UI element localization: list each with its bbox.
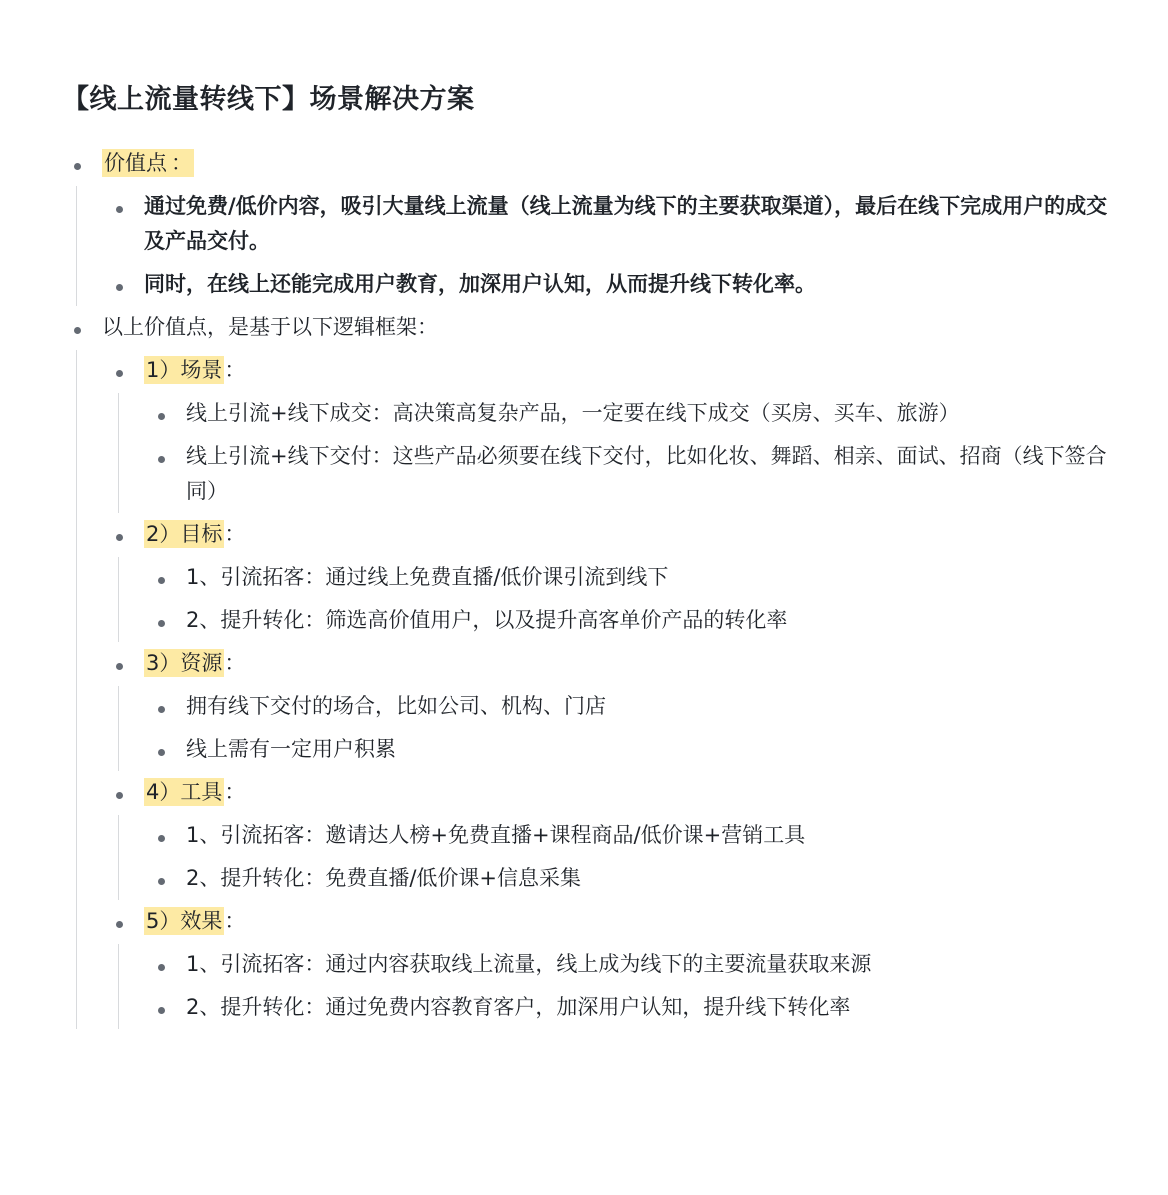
- list-item-scene: [70, 349, 1120, 513]
- bullet-dot: [74, 327, 81, 334]
- document: [62, 78, 1120, 1029]
- label-suffix: ：: [224, 909, 246, 933]
- list-item: [70, 814, 1120, 857]
- bullet-dot: [116, 663, 123, 670]
- list-item-resources: [70, 642, 1120, 771]
- list-item-goal: [70, 513, 1120, 642]
- list-item: [70, 263, 1120, 306]
- label-suffix: ：: [224, 522, 246, 546]
- list-item-value-points: [70, 142, 1120, 306]
- list-item: [70, 599, 1120, 642]
- bullet-dot: [158, 620, 165, 627]
- list-item: [70, 857, 1120, 900]
- label-suffix: ：: [224, 780, 246, 804]
- list-item: [70, 556, 1120, 599]
- list-item: [70, 185, 1120, 263]
- list-item-text: 2、提升转化：筛选高价值用户，以及提升高客单价产品的转化率: [186, 608, 788, 632]
- bullet-dot: [158, 835, 165, 842]
- bullet-dot: [74, 163, 81, 170]
- list-item: [70, 435, 1120, 513]
- highlighted-label: 价值点: [104, 151, 167, 175]
- highlighted-label: 5）效果: [146, 909, 223, 933]
- label-suffix: ：: [224, 358, 246, 382]
- list-item-text: 1、引流拓客：通过线上免费直播/低价课引流到线下: [186, 565, 669, 589]
- bullet-dot: [116, 284, 123, 291]
- bullet-dot: [158, 964, 165, 971]
- list-item-text: 拥有线下交付的场合，比如公司、机构、门店: [186, 694, 606, 718]
- bullet-dot: [158, 413, 165, 420]
- list-item-logic-framework: [70, 306, 1120, 1029]
- bullet-dot: [158, 577, 165, 584]
- list-item: [70, 943, 1120, 986]
- highlighted-label: 4）工具: [146, 780, 223, 804]
- list-item-text: 通过免费/低价内容，吸引大量线上流量（线上流量为线下的主要获取渠道），最后在线下完成用户的成交及产品交付。: [144, 194, 1108, 253]
- list-item: [70, 728, 1120, 771]
- outline-list: [70, 142, 1120, 1029]
- bullet-dot: [158, 1007, 165, 1014]
- highlighted-label: 3）资源: [146, 651, 223, 675]
- list-item-text: 1、引流拓客：邀请达人榜+免费直播+课程商品/低价课+营销工具: [186, 823, 806, 847]
- list-item-text: 2、提升转化：通过免费内容教育客户，加深用户认知，提升线下转化率: [186, 995, 851, 1019]
- list-item-text: 线上引流+线下交付：这些产品必须要在线下交付，比如化妆、舞蹈、相亲、面试、招商（线下签合同）: [186, 444, 1107, 503]
- page-title: 【线上流量转线下】场景解决方案: [62, 84, 475, 115]
- bullet-dot: [158, 456, 165, 463]
- list-item-text: 以上价值点，是基于以下逻辑框架：: [102, 315, 438, 339]
- bullet-dot: [158, 878, 165, 885]
- highlighted-label: 2）目标: [146, 522, 223, 546]
- list-item: [70, 392, 1120, 435]
- highlighted-label: 1）场景: [146, 358, 223, 382]
- list-item: [70, 986, 1120, 1029]
- bullet-dot: [116, 792, 123, 799]
- label-suffix: ：: [224, 651, 246, 675]
- list-item-text: 2、提升转化：免费直播/低价课+信息采集: [186, 866, 582, 890]
- list-item-text: 1、引流拓客：通过内容获取线上流量，线上成为线下的主要流量获取来源: [186, 952, 872, 976]
- list-item-text: 线上需有一定用户积累: [186, 737, 396, 761]
- label-suffix: ：: [171, 151, 192, 175]
- bullet-dot: [158, 706, 165, 713]
- list-item-effect: [70, 900, 1120, 1029]
- list-item-text: 线上引流+线下成交：高决策高复杂产品，一定要在线下成交（买房、买车、旅游）: [186, 401, 960, 425]
- bullet-dot: [116, 921, 123, 928]
- bullet-dot: [116, 206, 123, 213]
- list-item: [70, 685, 1120, 728]
- bullet-dot: [116, 534, 123, 541]
- bullet-dot: [116, 370, 123, 377]
- list-item-tools: [70, 771, 1120, 900]
- bullet-dot: [158, 749, 165, 756]
- list-item-text: 同时，在线上还能完成用户教育，加深用户认知，从而提升线下转化率。: [144, 272, 816, 296]
